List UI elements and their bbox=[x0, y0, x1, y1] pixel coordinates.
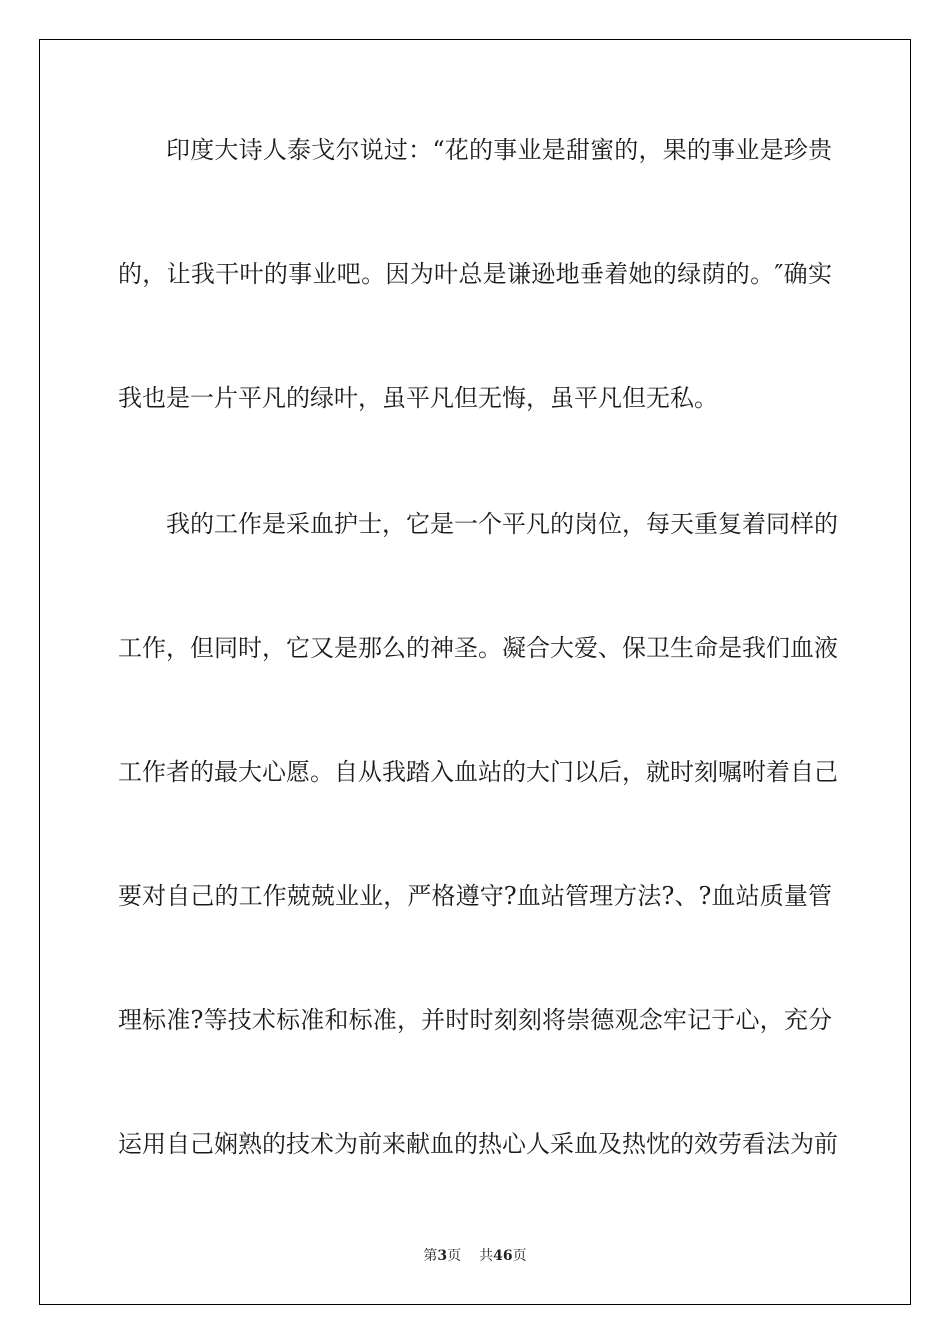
footer-page-number: 3 bbox=[437, 1248, 448, 1264]
paragraph-2-line-1: 我的工作是采血护士，它是一个平凡的岗位，每天重复着同样的 bbox=[166, 510, 838, 538]
footer-total-prefix: 共 bbox=[479, 1248, 494, 1264]
paragraph-2-line-4: 要对自己的工作兢兢业业，严格遵守?血站管理方法?、?血站质量管 bbox=[118, 882, 832, 910]
paragraph-2-line-3: 工作者的最大心愿。自从我踏入血站的大门以后，就时刻嘱咐着自己 bbox=[118, 758, 838, 786]
paragraph-2-line-6: 运用自己娴熟的技术为前来献血的热心人采血及热忱的效劳看法为前 bbox=[118, 1130, 838, 1158]
footer-total-suffix: 页 bbox=[512, 1248, 527, 1264]
paragraph-1-line-3: 我也是一片平凡的绿叶，虽平凡但无悔，虽平凡但无私。 bbox=[118, 384, 718, 412]
footer-total-pages: 46 bbox=[493, 1248, 513, 1264]
footer-prefix: 第 bbox=[423, 1248, 438, 1264]
paragraph-1-line-1: 印度大诗人泰戈尔说过：“花的事业是甜蜜的，果的事业是珍贵 bbox=[166, 136, 832, 164]
page-footer bbox=[0, 1247, 950, 1265]
paragraph-1-line-2: 的，让我干叶的事业吧。因为叶总是谦逊地垂着她的绿荫的。″确实 bbox=[118, 260, 832, 288]
page-border bbox=[39, 39, 911, 1305]
paragraph-2-line-5: 理标准?等技术标准和标准，并时时刻刻将崇德观念牢记于心，充分 bbox=[118, 1006, 832, 1034]
footer-page-suffix: 页 bbox=[447, 1248, 462, 1264]
paragraph-2-line-2: 工作，但同时，它又是那么的神圣。凝合大爱、保卫生命是我们血液 bbox=[118, 634, 838, 662]
